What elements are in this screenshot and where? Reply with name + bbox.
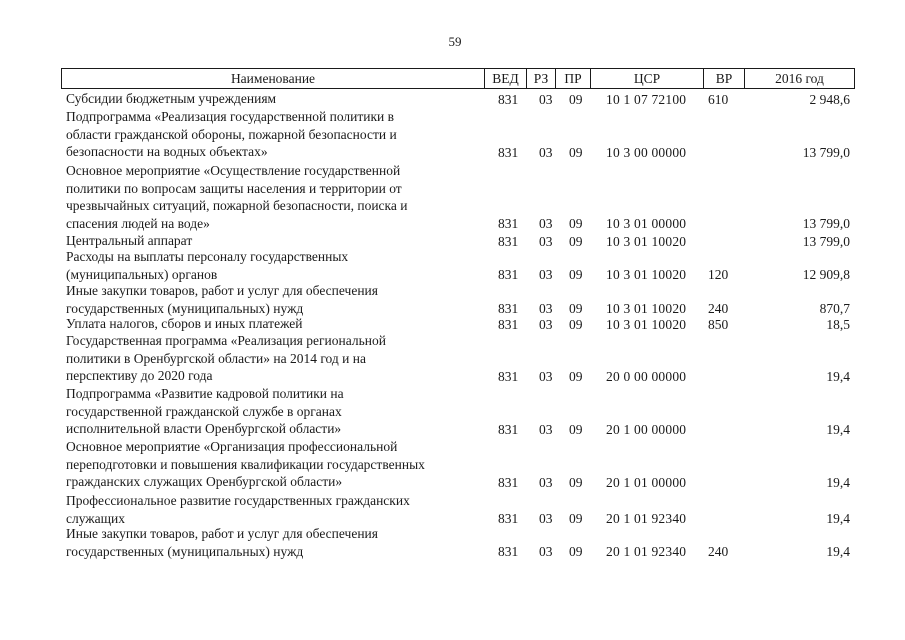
row-name — [66, 385, 486, 438]
row-sum: 2 948,6 — [809, 91, 850, 107]
table-row — [0, 248, 905, 283]
row-sum: 19,4 — [826, 421, 850, 437]
row-csr: 20 0 00 00000 — [606, 368, 687, 384]
row-sum: 19,4 — [826, 474, 850, 490]
row-rz: 03 — [539, 544, 553, 559]
row-name — [66, 248, 486, 283]
row-name-line: переподготовки и повышения квалификации государственных — [66, 456, 425, 472]
row-name — [66, 232, 486, 250]
row-ved: 831 — [498, 511, 519, 526]
table-row — [0, 232, 905, 250]
row-csr: 20 1 01 92340 — [606, 544, 687, 559]
row-csr: 10 3 01 00000 — [606, 216, 687, 231]
row-name-line: Субсидии бюджетным учреждениям — [66, 91, 277, 106]
row-name-line: государственных (муниципальных) нужд — [66, 543, 304, 559]
row-pr: 09 — [569, 474, 583, 490]
header-pr: ПР — [555, 68, 590, 89]
row-vr: 120 — [708, 267, 729, 282]
row-name-line: Уплата налогов, сборов и иных платежей — [66, 316, 303, 331]
row-vr: 240 — [708, 544, 729, 559]
row-ved: 831 — [498, 316, 519, 332]
header-csr: ЦСР — [590, 68, 703, 89]
row-csr: 10 3 00 00000 — [606, 144, 687, 160]
row-pr: 09 — [569, 144, 583, 160]
row-ved: 831 — [498, 216, 519, 231]
row-pr: 09 — [569, 301, 583, 316]
row-sum: 19,4 — [826, 511, 850, 526]
header-year: 2016 год — [744, 68, 855, 89]
header-vr: ВР — [703, 68, 744, 89]
row-rz: 03 — [539, 301, 553, 316]
row-sum: 19,4 — [826, 368, 850, 384]
row-name — [66, 282, 486, 317]
row-csr: 10 3 01 10020 — [606, 267, 687, 282]
table-row — [0, 282, 905, 317]
row-name-line: служащих — [66, 510, 125, 526]
row-csr: 10 3 01 10020 — [606, 233, 687, 249]
row-vr: 610 — [708, 91, 729, 107]
row-name — [66, 332, 486, 385]
table-row — [0, 162, 905, 232]
table-row — [0, 332, 905, 385]
row-pr: 09 — [569, 233, 583, 249]
row-name-line: политики по вопросам защиты населения и территории от — [66, 180, 402, 196]
row-pr: 09 — [569, 511, 583, 526]
row-rz: 03 — [539, 233, 553, 249]
row-name-line: чрезвычайных ситуаций, пожарной безопасности, поиска и — [66, 198, 408, 213]
row-name-line: спасения людей на воде» — [66, 215, 210, 231]
table-row — [0, 90, 905, 108]
row-name-line: Иные закупки товаров, работ и услуг для обеспечения — [66, 283, 378, 298]
row-ved: 831 — [498, 267, 519, 282]
row-ved: 831 — [498, 544, 519, 559]
row-name — [66, 162, 486, 232]
row-csr: 20 1 01 00000 — [606, 474, 687, 490]
table-row — [0, 525, 905, 560]
row-name-line: безопасности на водных объектах» — [66, 144, 268, 159]
table-row — [0, 385, 905, 438]
row-name-line: Государственная программа «Реализация региональной — [66, 333, 386, 348]
row-rz: 03 — [539, 368, 553, 384]
row-pr: 09 — [569, 267, 583, 282]
row-rz: 03 — [539, 216, 553, 231]
row-vr: 240 — [708, 301, 729, 316]
row-sum: 13 799,0 — [802, 233, 850, 249]
row-name — [66, 525, 486, 560]
row-ved: 831 — [498, 474, 519, 490]
row-rz: 03 — [539, 144, 553, 160]
row-vr: 850 — [708, 316, 729, 332]
row-csr: 10 3 01 10020 — [606, 316, 687, 332]
row-sum: 12 909,8 — [802, 267, 850, 282]
row-name-line: Основное мероприятие «Организация профессиональной — [66, 439, 398, 454]
row-ved: 831 — [498, 91, 519, 107]
row-pr: 09 — [569, 544, 583, 559]
row-csr: 10 3 01 10020 — [606, 301, 687, 316]
row-sum: 13 799,0 — [802, 216, 850, 231]
row-name-line: Расходы на выплаты персоналу государственных — [66, 249, 349, 264]
row-rz: 03 — [539, 511, 553, 526]
row-rz: 03 — [539, 316, 553, 332]
row-name-line: Профессиональное развитие государственных гражданских — [66, 493, 410, 508]
row-pr: 09 — [569, 216, 583, 231]
row-name — [66, 438, 486, 491]
row-name-line: государственных (муниципальных) нужд — [66, 300, 304, 316]
row-name-line: Центральный аппарат — [66, 233, 193, 248]
table-header — [61, 68, 855, 89]
row-pr: 09 — [569, 368, 583, 384]
row-name — [66, 90, 486, 108]
row-ved: 831 — [498, 301, 519, 316]
table-row — [0, 108, 905, 161]
row-name-line: (муниципальных) органов — [66, 266, 218, 282]
row-pr: 09 — [569, 91, 583, 107]
table-row — [0, 438, 905, 491]
row-sum: 18,5 — [826, 316, 850, 332]
row-rz: 03 — [539, 91, 553, 107]
header-name: Наименование — [61, 68, 484, 89]
row-rz: 03 — [539, 474, 553, 490]
table-row — [0, 492, 905, 527]
row-sum: 870,7 — [819, 301, 850, 316]
row-pr: 09 — [569, 316, 583, 332]
row-name-line: области гражданской обороны, пожарной безопасности и — [66, 126, 397, 142]
row-ved: 831 — [498, 144, 519, 160]
row-rz: 03 — [539, 421, 553, 437]
row-name-line: Иные закупки товаров, работ и услуг для обеспечения — [66, 526, 378, 541]
row-ved: 831 — [498, 233, 519, 249]
row-pr: 09 — [569, 421, 583, 437]
row-csr: 10 1 07 72100 — [606, 91, 687, 107]
row-name-line: гражданских служащих Оренбургской области» — [66, 474, 343, 489]
row-csr: 20 1 00 00000 — [606, 421, 687, 437]
row-name-line: государственной гражданской службе в органах — [66, 403, 342, 419]
row-name — [66, 108, 486, 161]
row-sum: 19,4 — [826, 544, 850, 559]
row-ved: 831 — [498, 368, 519, 384]
header-rz: РЗ — [526, 68, 555, 89]
row-rz: 03 — [539, 267, 553, 282]
row-sum: 13 799,0 — [802, 144, 850, 160]
row-name-line: политики в Оренбургской области» на 2014 год и на — [66, 350, 366, 366]
row-name-line: Основное мероприятие «Осуществление государственной — [66, 163, 401, 178]
row-ved: 831 — [498, 421, 519, 437]
page-number: 59 — [448, 34, 462, 49]
row-name-line: Подпрограмма «Реализация государственной политики в — [66, 109, 395, 124]
row-name — [66, 492, 486, 527]
row-name-line: исполнительной власти Оренбургской области» — [66, 421, 342, 436]
row-csr: 20 1 01 92340 — [606, 511, 687, 526]
row-name — [66, 315, 486, 333]
table-row — [0, 315, 905, 333]
row-name-line: Подпрограмма «Развитие кадровой политики на — [66, 386, 344, 401]
row-name-line: перспективу до 2020 года — [66, 368, 213, 383]
header-ved: ВЕД — [484, 68, 526, 89]
